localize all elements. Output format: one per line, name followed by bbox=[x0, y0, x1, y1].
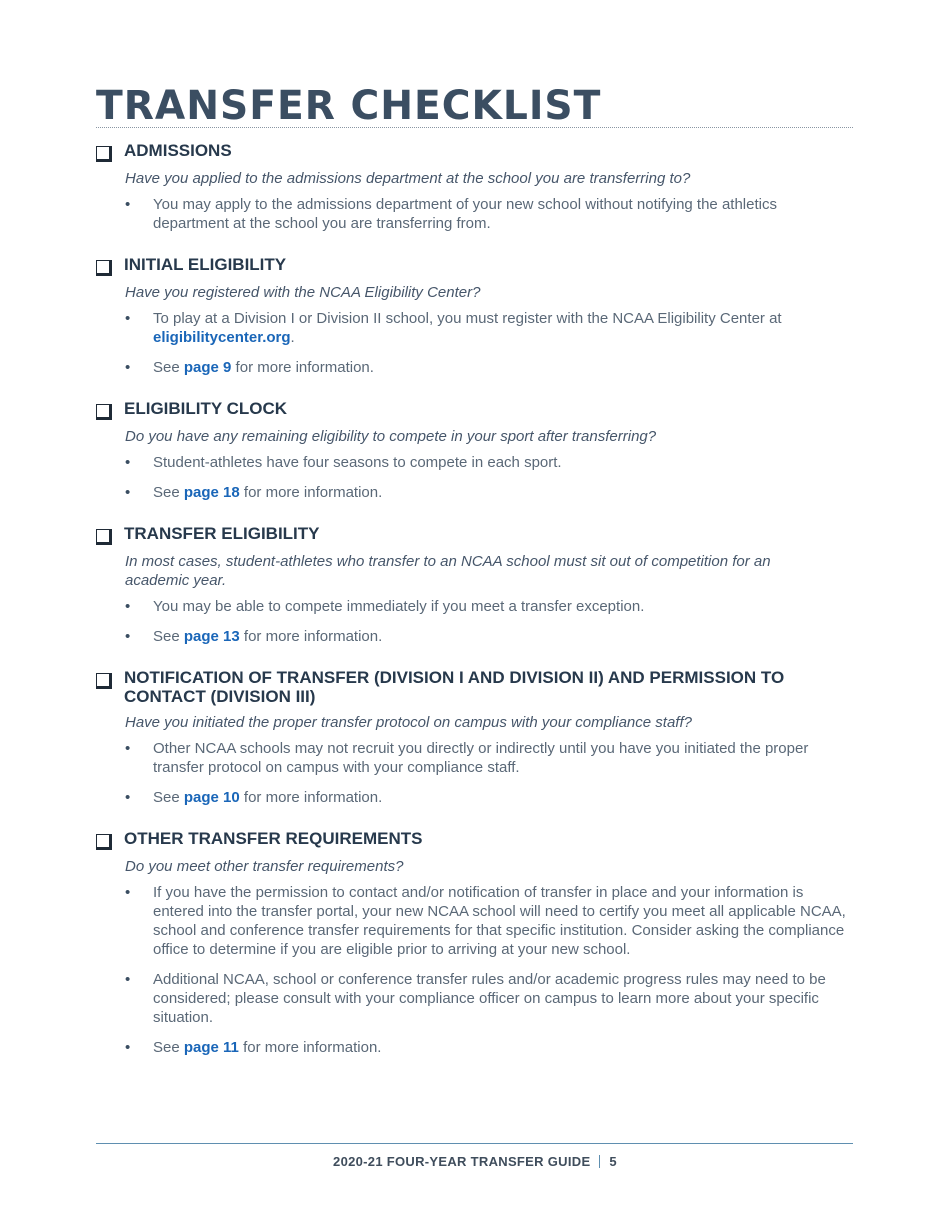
bullet-dot-icon: • bbox=[125, 884, 131, 901]
bullet-text: See bbox=[153, 1039, 184, 1056]
page-footer bbox=[0, 1154, 950, 1169]
footer-guide-title: 2020-21 FOUR-YEAR TRANSFER GUIDE bbox=[333, 1154, 591, 1169]
section-heading: ELIGIBILITY CLOCK bbox=[124, 399, 288, 418]
checkbox-icon[interactable] bbox=[96, 834, 112, 850]
checkbox-icon[interactable] bbox=[96, 146, 112, 162]
bullet-text: See bbox=[153, 628, 184, 645]
section-heading-row bbox=[96, 255, 856, 276]
page-link[interactable]: page 10 bbox=[183, 789, 240, 806]
bullet-dot-icon: • bbox=[125, 454, 131, 471]
bullet-list bbox=[125, 883, 856, 1057]
section-question: Have you initiated the proper transfer protocol on campus with your compliance staff? bbox=[125, 714, 692, 731]
section-question: In most cases, student-athletes who transfer to an NCAA school must sit out of competition for an academic year. bbox=[125, 553, 771, 589]
bullet-dot-icon: • bbox=[125, 1039, 131, 1056]
checkbox-icon[interactable] bbox=[96, 404, 112, 420]
bullet-dot-icon: • bbox=[125, 740, 131, 757]
bullet-list bbox=[125, 739, 856, 807]
bullet-dot-icon: • bbox=[125, 359, 131, 376]
checkbox-icon[interactable] bbox=[96, 673, 112, 689]
bullet-text: You may be able to compete immediately if you meet a transfer exception. bbox=[153, 598, 645, 615]
checklist-section bbox=[96, 524, 856, 646]
bullet-dot-icon: • bbox=[125, 789, 131, 806]
bullet-dot-icon: • bbox=[125, 196, 131, 213]
bullet-item bbox=[125, 970, 853, 1027]
bullet-item bbox=[125, 358, 853, 377]
bullet-item bbox=[125, 627, 853, 646]
bullet-dot-icon: • bbox=[125, 310, 131, 327]
section-question: Have you applied to the admissions department at the school you are transferring to? bbox=[125, 170, 691, 187]
checkbox-icon[interactable] bbox=[96, 260, 112, 276]
bullet-text: See bbox=[153, 789, 184, 806]
bullet-dot-icon: • bbox=[125, 484, 131, 501]
bullet-dot-icon: • bbox=[125, 628, 131, 645]
footer-separator bbox=[599, 1155, 600, 1168]
checklist-section bbox=[96, 255, 856, 377]
section-heading: NOTIFICATION OF TRANSFER (DIVISION I AND DIVISION II) AND PERMISSION TO CONTACT (DIVISION III) bbox=[124, 668, 785, 706]
title-divider bbox=[96, 127, 853, 128]
checklist-section bbox=[96, 141, 856, 233]
checklist bbox=[96, 141, 856, 1079]
page-title: TRANSFER CHECKLIST bbox=[96, 83, 602, 129]
bullet-text: You may apply to the admissions department of your new school without notifying the athletics department at the school you are transferring from. bbox=[153, 196, 777, 232]
section-heading-row bbox=[96, 829, 856, 850]
section-question: Have you registered with the NCAA Eligibility Center? bbox=[125, 284, 481, 301]
checkbox-icon[interactable] bbox=[96, 529, 112, 545]
page-link[interactable]: page 11 bbox=[183, 1039, 239, 1056]
bullet-item bbox=[125, 883, 853, 959]
bullet-text: Additional NCAA, school or conference transfer rules and/or academic progress rules may need to be considered; please consult with your compliance officer on campus to learn more about your specific situation. bbox=[153, 971, 826, 1026]
bullet-item bbox=[125, 597, 853, 616]
bullet-item bbox=[125, 1038, 853, 1057]
bullet-text: Student-athletes have four seasons to compete in each sport. bbox=[153, 454, 562, 471]
page-link[interactable]: page 13 bbox=[183, 628, 240, 645]
section-heading-row bbox=[96, 668, 856, 706]
section-heading: TRANSFER ELIGIBILITY bbox=[124, 524, 320, 543]
bullet-text: for more information. bbox=[231, 359, 374, 376]
bullet-item bbox=[125, 483, 853, 502]
section-question: Do you have any remaining eligibility to compete in your sport after transferring? bbox=[125, 428, 657, 445]
bullet-list bbox=[125, 195, 856, 233]
bullet-text: See bbox=[153, 359, 184, 376]
bullet-item bbox=[125, 739, 853, 777]
footer-divider bbox=[96, 1143, 853, 1144]
bullet-text: . bbox=[290, 329, 295, 346]
bullet-text: Other NCAA schools may not recruit you directly or indirectly until you have you initiated the proper transfer protocol on campus with your compliance staff. bbox=[153, 740, 809, 776]
section-heading: INITIAL ELIGIBILITY bbox=[124, 255, 287, 274]
footer-page-number: 5 bbox=[609, 1154, 617, 1169]
bullet-text: If you have the permission to contact and/or notification of transfer in place and your information is entered into the transfer portal, your new NCAA school will need to certify you meet all applicable NCAA, school and conference transfer requirements for that specific institution. Consider asking the compliance office to determine if you are eligible prior to arriving at your new school. bbox=[153, 884, 846, 958]
bullet-list bbox=[125, 453, 856, 502]
bullet-dot-icon: • bbox=[125, 971, 131, 988]
bullet-text: for more information. bbox=[238, 1039, 382, 1056]
bullet-dot-icon: • bbox=[125, 598, 131, 615]
bullet-item bbox=[125, 788, 853, 807]
bullet-list bbox=[125, 309, 856, 377]
section-heading-row bbox=[96, 524, 856, 545]
bullet-item bbox=[125, 309, 853, 347]
page-link[interactable]: page 18 bbox=[183, 484, 240, 501]
bullet-list bbox=[125, 597, 856, 646]
bullet-text: To play at a Division I or Division II school, you must register with the NCAA Eligibility Center at bbox=[153, 310, 782, 327]
bullet-text: for more information. bbox=[239, 484, 383, 501]
section-heading: OTHER TRANSFER REQUIREMENTS bbox=[124, 829, 423, 848]
section-heading-row bbox=[96, 141, 856, 162]
bullet-text: for more information. bbox=[239, 628, 383, 645]
checklist-section bbox=[96, 668, 856, 807]
checklist-section bbox=[96, 399, 856, 502]
page-link[interactable]: eligibilitycenter.org bbox=[153, 329, 291, 346]
bullet-text: for more information. bbox=[239, 789, 383, 806]
page-link[interactable]: page 9 bbox=[183, 359, 232, 376]
checklist-section bbox=[96, 829, 856, 1057]
section-heading: ADMISSIONS bbox=[124, 141, 232, 160]
bullet-item bbox=[125, 195, 853, 233]
bullet-text: See bbox=[153, 484, 184, 501]
section-question: Do you meet other transfer requirements? bbox=[125, 858, 404, 875]
section-heading-row bbox=[96, 399, 856, 420]
bullet-item bbox=[125, 453, 853, 472]
